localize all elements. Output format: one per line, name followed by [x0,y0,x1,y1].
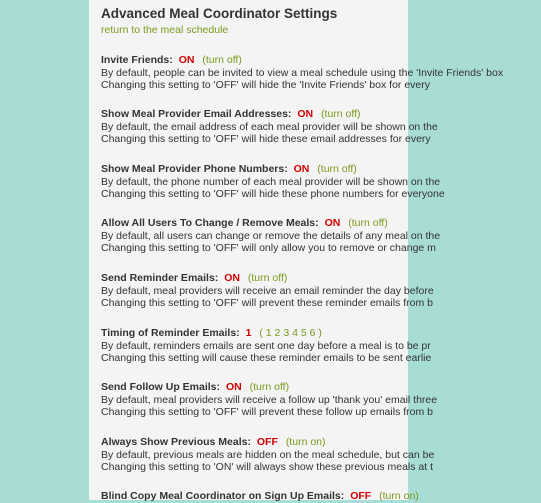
setting-state: 1 [245,327,252,339]
setting-state: ON [324,217,341,229]
setting-send-reminder-emails [101,271,541,309]
toggle-link[interactable]: (turn off) [247,272,288,284]
timing-option-1[interactable]: 1 [265,327,272,339]
setting-label: Send Reminder Emails: [101,272,219,284]
setting-show-provider-phones [101,162,541,200]
settings-content [101,5,521,502]
toggle-link[interactable]: (turn on) [379,490,419,502]
setting-show-provider-emails [101,107,541,145]
setting-state: ON [224,272,240,284]
settings-panel [89,0,504,502]
setting-description: Changing this setting to 'OFF' will hide these email addresses for every [101,133,431,145]
toggle-link[interactable]: (turn off) [202,54,242,66]
setting-description: By default, meal providers will receive a follow up 'thank you' email three [101,394,438,406]
setting-description: By default, all users can change or remove the details of any meal on the [101,230,441,242]
return-to-schedule-link[interactable]: return to the meal schedule [101,24,229,36]
setting-description: By default, the email address of each meal provider will be shown on the [101,121,438,133]
setting-label: Timing of Reminder Emails: [101,327,240,339]
setting-description: Changing this setting to 'OFF' will prevent these follow up emails from b [101,406,433,418]
setting-state: OFF [256,436,278,448]
toggle-link[interactable]: (turn off) [321,108,361,120]
setting-always-show-previous-meals [101,435,541,473]
setting-description: Changing this setting to 'ON' will always show these previous meals at t [101,461,433,473]
timing-close-paren: ) [318,327,322,339]
setting-state: ON [297,108,314,120]
setting-description: By default, the phone number of each meal provider will be shown on the [101,176,441,188]
setting-header [101,489,541,503]
setting-header [101,107,541,121]
setting-description: By default, previous meals are hidden on the meal schedule, but can be [101,449,435,461]
setting-description: By default, reminders emails are sent one day before a meal is to be pr [101,340,431,352]
setting-state: ON [293,163,310,175]
toggle-link[interactable]: (turn off) [348,217,388,229]
setting-description: Changing this setting to 'OFF' will only allow you to remove or change m [101,242,436,254]
setting-description: By default, people can be invited to view a meal schedule using the 'Invite Friends' box [101,67,504,79]
setting-invite-friends [101,53,541,91]
page-title: Advanced Meal Coordinator Settings [101,6,338,21]
setting-label: Send Follow Up Emails: [101,381,221,393]
toggle-link[interactable]: (turn off) [317,163,357,175]
timing-option-6[interactable]: 6 [309,327,316,339]
setting-description: Changing this setting to 'OFF' will hide the 'Invite Friends' box for every [101,79,431,91]
setting-reminder-timing [101,326,541,364]
setting-header [101,435,541,449]
setting-description: Changing this setting will cause these reminder emails to be sent earlie [101,352,432,364]
setting-state: ON [178,54,195,66]
toggle-link[interactable]: (turn off) [249,381,290,393]
setting-label: Blind Copy Meal Coordinator on Sign Up Emails: [101,490,345,502]
timing-option-2[interactable]: 2 [274,327,281,339]
setting-header [101,326,541,340]
setting-blind-copy-coordinator [101,489,541,503]
toggle-link[interactable]: (turn on) [285,436,326,448]
setting-label: Invite Friends: [101,54,173,66]
setting-label: Show Meal Provider Email Addresses: [101,108,292,120]
setting-label: Show Meal Provider Phone Numbers: [101,163,288,175]
setting-allow-change-meals [101,216,541,254]
timing-option-3[interactable]: 3 [283,327,290,339]
setting-label: Allow All Users To Change / Remove Meals: [101,217,319,229]
setting-label: Always Show Previous Meals: [101,436,251,448]
timing-option-4[interactable]: 4 [292,327,298,339]
setting-header [101,216,541,230]
timing-option-5[interactable]: 5 [300,327,307,339]
setting-state: OFF [350,490,372,502]
setting-header [101,53,541,67]
setting-description: Changing this setting to 'OFF' will prevent these reminder emails from b [101,297,433,309]
setting-header [101,271,541,285]
setting-header [101,162,541,176]
setting-send-follow-up-emails [101,380,541,418]
setting-state: ON [225,381,242,393]
setting-description: Changing this setting to 'OFF' will hide these phone numbers for everyone [101,188,445,200]
setting-header [101,380,541,394]
timing-open-paren: ( [259,327,263,339]
setting-description: By default, meal providers will receive an email reminder the day before [101,285,434,297]
